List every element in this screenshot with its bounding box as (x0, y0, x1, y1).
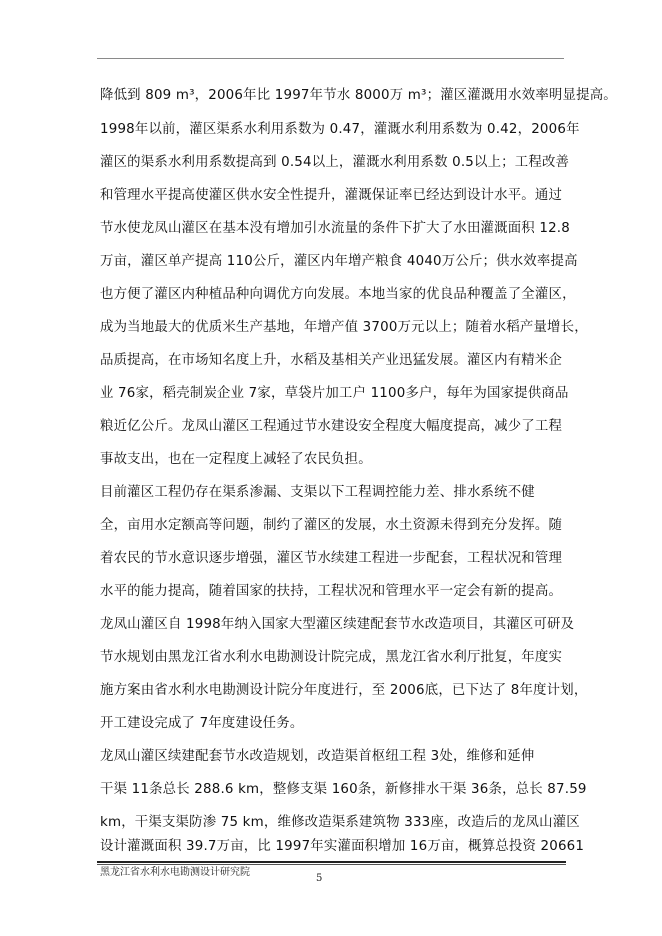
body-line-17: 龙凤山灌区自 1998年纳入国家大型灌区续建配套节水改造项目，其灌区可研及 (100, 617, 575, 632)
body-line-5: 节水使龙凤山灌区在基本没有增加引水流量的条件下扩大了水田灌溉面积 12.8 (100, 221, 570, 236)
body-line-14: 全，亩用水定额高等问题，制约了灌区的发展，水土资源未得到充分发挥。随 (100, 518, 563, 533)
body-line-7: 也方便了灌区内种植品种向调优方向发展。本地当家的优良品种覆盖了全灌区， (100, 287, 576, 302)
body-line-2: 1998年以前，灌区渠系水利用系数为 0.47，灌溉水利用系数为 0.42，2006年 (100, 122, 580, 137)
body-line-21: 龙凤山灌区续建配套节水改造规划，改造渠首枢纽工程 3处，维修和延伸 (100, 749, 535, 764)
body-line-8: 成为当地最大的优质米生产基地，年增产值 3700万元以上；随着水稻产量增长， (100, 320, 588, 335)
body-line-13: 目前灌区工程仍存在渠系渗漏、支渠以下工程调控能力差、排水系统不健 (100, 485, 535, 500)
body-line-9: 品质提高，在市场知名度上升，水稻及基相关产业迅猛发展。灌区内有精米企 (100, 353, 563, 368)
body-line-11: 粮近亿公斤。龙凤山灌区工程通过节水建设安全程度大幅度提高，减少了工程 (100, 419, 563, 434)
body-line-10: 业 76家，稻壳制炭企业 7家，草袋片加工户 1100多户，每年为国家提供商品 (100, 386, 569, 401)
body-line-20: 开工建设完成了 7年度建设任务。 (100, 716, 304, 731)
footer-rule-thick (97, 861, 566, 863)
body-line-24: 设计灌溉面积 39.7万亩，比 1997年实灌面积增加 16万亩，概算总投资 20661 (100, 839, 585, 854)
body-line-16: 水平的能力提高，随着国家的扶持，工程状况和管理水平一定会有新的提高。 (100, 584, 563, 599)
header-rule (97, 58, 564, 59)
footer-organization: 黑龙江省水利水电勘测设计研究院 (100, 867, 250, 878)
body-line-3: 灌区的渠系水利用系数提高到 0.54以上，灌溉水利用系数 0.5以上；工程改善 (100, 155, 570, 170)
page-number: 5 (316, 873, 323, 884)
footer-rule-thin (97, 864, 566, 865)
body-line-1: 降低到 809 m³，2006年比 1997年节水 8000万 m³；灌区灌溉用水效率明显提高。 (100, 88, 617, 103)
body-line-22: 干渠 11条总长 288.6 km，整修支渠 160条，新修排水干渠 36条，总长 87.59 (100, 782, 587, 797)
body-line-12: 事故支出，也在一定程度上减轻了农民负担。 (100, 452, 372, 467)
body-line-19: 施方案由省水利水电勘测设计院分年度进行，至 2006底，已下达了 8年度计划， (100, 683, 588, 698)
body-line-23: km，干渠支渠防渗 75 km，维修改造渠系建筑物 333座，改造后的龙凤山灌区 (100, 815, 580, 830)
body-line-4: 和管理水平提高使灌区供水安全性提升，灌溉保证率已经达到设计水平。通过 (100, 188, 563, 203)
body-line-6: 万亩，灌区单产提高 110公斤，灌区内年增产粮食 4040万公斤；供水效率提高 (100, 254, 578, 269)
body-line-18: 节水规划由黑龙江省水利水电勘测设计院完成，黑龙江省水利厅批复，年度实 (100, 650, 563, 665)
body-line-15: 着农民的节水意识逐步增强，灌区节水续建工程进一步配套，工程状况和管理 (100, 551, 563, 566)
